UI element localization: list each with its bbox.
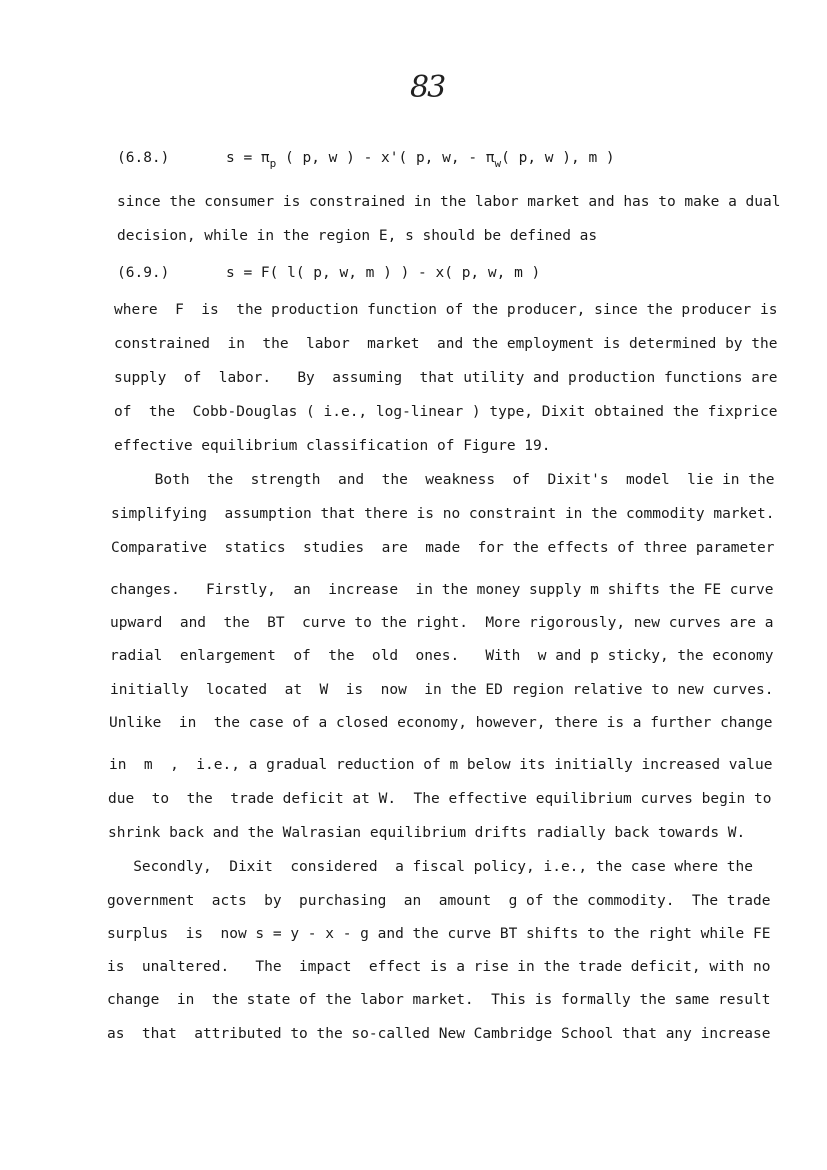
text-line: surplus is now s = y - x - g and the curve BT shifts to the right while FE — [107, 926, 771, 942]
text-line: Comparative statics studies are made for the effects of three parameter — [111, 540, 775, 556]
equation — [226, 150, 615, 170]
text-line: in m , i.e., a gradual reduction of m below its initially increased value — [109, 757, 773, 773]
equation-part: ( p, w ) - x'( p, w, - π — [276, 150, 495, 166]
text-line: decision, while in the region E, s should be defined as — [117, 228, 598, 244]
text-line: changes. Firstly, an increase in the money supply m shifts the FE curve — [110, 582, 774, 598]
equation-part: s = π — [226, 150, 270, 166]
text-line: Secondly, Dixit considered a fiscal policy, i.e., the case where the — [107, 859, 754, 875]
text-line: is unaltered. The impact effect is a rise in the trade deficit, with no — [107, 959, 771, 975]
text-line: upward and the BT curve to the right. More rigorously, new curves are a — [110, 615, 774, 631]
text-line: radial enlargement of the old ones. With w and p sticky, the economy — [110, 648, 774, 664]
text-line: simplifying assumption that there is no constraint in the commodity market. — [111, 506, 775, 522]
equation-label: (6.8.) — [117, 150, 170, 166]
text-line: as that attributed to the so-called New Cambridge School that any increase — [107, 1026, 771, 1042]
text-line: since the consumer is constrained in the labor market and has to make a dual — [117, 194, 781, 210]
text-line: change in the state of the labor market. This is formally the same result — [107, 992, 771, 1008]
page-number: 83 — [410, 70, 445, 105]
text-line: effective equilibrium classification of Figure 19. — [114, 438, 551, 454]
text-line: due to the trade deficit at W. The effective equilibrium curves begin to — [108, 791, 772, 807]
text-line: initially located at W is now in the ED region relative to new curves. — [110, 682, 774, 698]
equation: s = F( l( p, w, m ) ) - x( p, w, m ) — [226, 265, 541, 281]
equation-subscript: w — [494, 157, 502, 170]
text-line: Unlike in the case of a closed economy, however, there is a further change — [109, 715, 773, 731]
text-line: government acts by purchasing an amount g of the commodity. The trade — [107, 893, 771, 909]
text-line: Both the strength and the weakness of Dixit's model lie in the — [111, 472, 775, 488]
equation-part: ( p, w ), m ) — [501, 150, 615, 166]
text-line: supply of labor. By assuming that utility and production functions are — [114, 370, 778, 386]
text-line: shrink back and the Walrasian equilibrium drifts radially back towards W. — [108, 825, 746, 841]
text-line: where F is the production function of the producer, since the producer is — [114, 302, 778, 318]
equation-label: (6.9.) — [117, 265, 170, 281]
equation-subscript: p — [269, 157, 277, 170]
text-line: of the Cobb-Douglas ( i.e., log-linear ) type, Dixit obtained the fixprice — [114, 404, 778, 420]
text-line: constrained in the labor market and the employment is determined by the — [114, 336, 778, 352]
